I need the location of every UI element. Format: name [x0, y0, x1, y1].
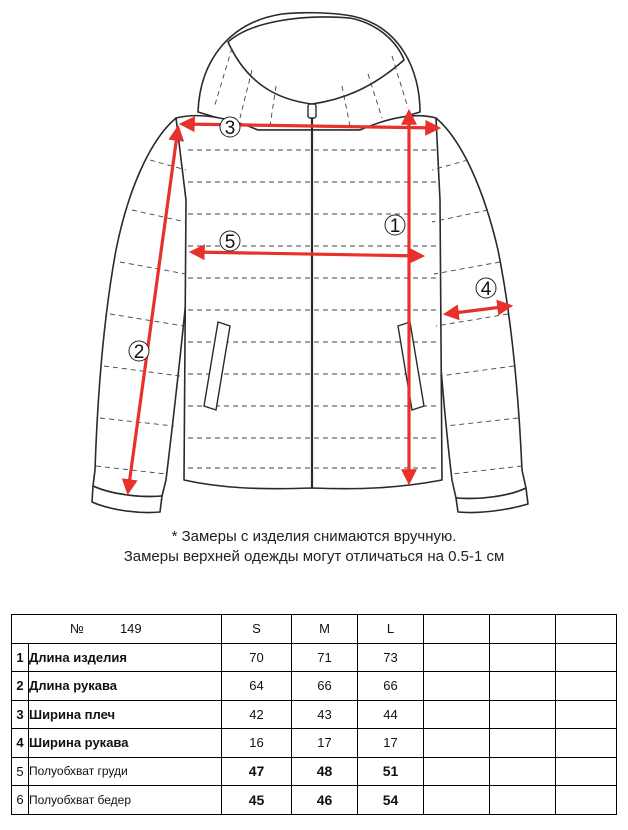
- empty-cell: [490, 643, 556, 672]
- row-number: 1: [12, 643, 29, 672]
- model-cell: [12, 615, 222, 644]
- note-line-1: * Замеры с изделия снимаются вручную.: [171, 528, 457, 545]
- empty-cell: [490, 757, 556, 786]
- svg-text:1: 1: [389, 216, 401, 237]
- table-row: [12, 672, 617, 701]
- size-header: [556, 615, 617, 644]
- value-cell: 43: [292, 700, 358, 729]
- value-cell: 64: [222, 672, 292, 701]
- row-number: 6: [12, 786, 29, 815]
- empty-cell: [556, 672, 617, 701]
- left-sleeve: [93, 118, 190, 497]
- value-cell: 45: [222, 786, 292, 815]
- empty-cell: [424, 729, 490, 758]
- value-cell: 42: [222, 700, 292, 729]
- no-label: №: [70, 621, 84, 637]
- row-number: 4: [12, 729, 29, 758]
- value-cell: 44: [358, 700, 424, 729]
- row-name: Длина изделия: [29, 643, 222, 672]
- svg-text:2: 2: [133, 342, 145, 363]
- size-header: M: [292, 615, 358, 644]
- value-cell: 46: [292, 786, 358, 815]
- empty-cell: [424, 672, 490, 701]
- empty-cell: [490, 700, 556, 729]
- empty-cell: [556, 643, 617, 672]
- empty-cell: [556, 757, 617, 786]
- right-sleeve: [430, 118, 526, 499]
- table-row: [12, 757, 617, 786]
- row-name: Ширина рукава: [29, 729, 222, 758]
- row-number: 3: [12, 700, 29, 729]
- empty-cell: [556, 786, 617, 815]
- size-header: [490, 615, 556, 644]
- row-name: Полуобхват бедер: [29, 786, 222, 815]
- value-cell: 71: [292, 643, 358, 672]
- empty-cell: [424, 643, 490, 672]
- value-cell: 17: [358, 729, 424, 758]
- empty-cell: [490, 786, 556, 815]
- size-header: [424, 615, 490, 644]
- empty-cell: [490, 672, 556, 701]
- jacket-body: [176, 116, 442, 489]
- jacket-outline: [92, 13, 528, 513]
- note-line-2: Замеры верхней одежды могут отличаться на 0.5-1 см: [123, 548, 505, 565]
- empty-cell: [556, 700, 617, 729]
- value-cell: 54: [358, 786, 424, 815]
- value-cell: 47: [222, 757, 292, 786]
- value-cell: 17: [292, 729, 358, 758]
- empty-cell: [490, 729, 556, 758]
- value-cell: 16: [222, 729, 292, 758]
- row-number: 5: [12, 757, 29, 786]
- empty-cell: [424, 700, 490, 729]
- measurement-notes: [0, 527, 628, 567]
- row-number: 2: [12, 672, 29, 701]
- row-name: Длина рукава: [29, 672, 222, 701]
- value-cell: 48: [292, 757, 358, 786]
- empty-cell: [424, 757, 490, 786]
- value-cell: 73: [358, 643, 424, 672]
- svg-text:5: 5: [224, 232, 236, 253]
- value-cell: 70: [222, 643, 292, 672]
- empty-cell: [424, 786, 490, 815]
- value-cell: 66: [292, 672, 358, 701]
- table-header-row: [12, 615, 617, 644]
- size-header: L: [358, 615, 424, 644]
- svg-text:4: 4: [480, 279, 492, 300]
- svg-text:3: 3: [224, 118, 236, 139]
- row-name: Полуобхват груди: [29, 757, 222, 786]
- empty-cell: [556, 729, 617, 758]
- table-row: [12, 786, 617, 815]
- value-cell: 66: [358, 672, 424, 701]
- value-cell: 51: [358, 757, 424, 786]
- table-row: [12, 700, 617, 729]
- size-header: S: [222, 615, 292, 644]
- table-row: [12, 729, 617, 758]
- row-name: Ширина плеч: [29, 700, 222, 729]
- table-row: [12, 643, 617, 672]
- size-table: [11, 614, 617, 815]
- model-number: 149: [119, 621, 142, 637]
